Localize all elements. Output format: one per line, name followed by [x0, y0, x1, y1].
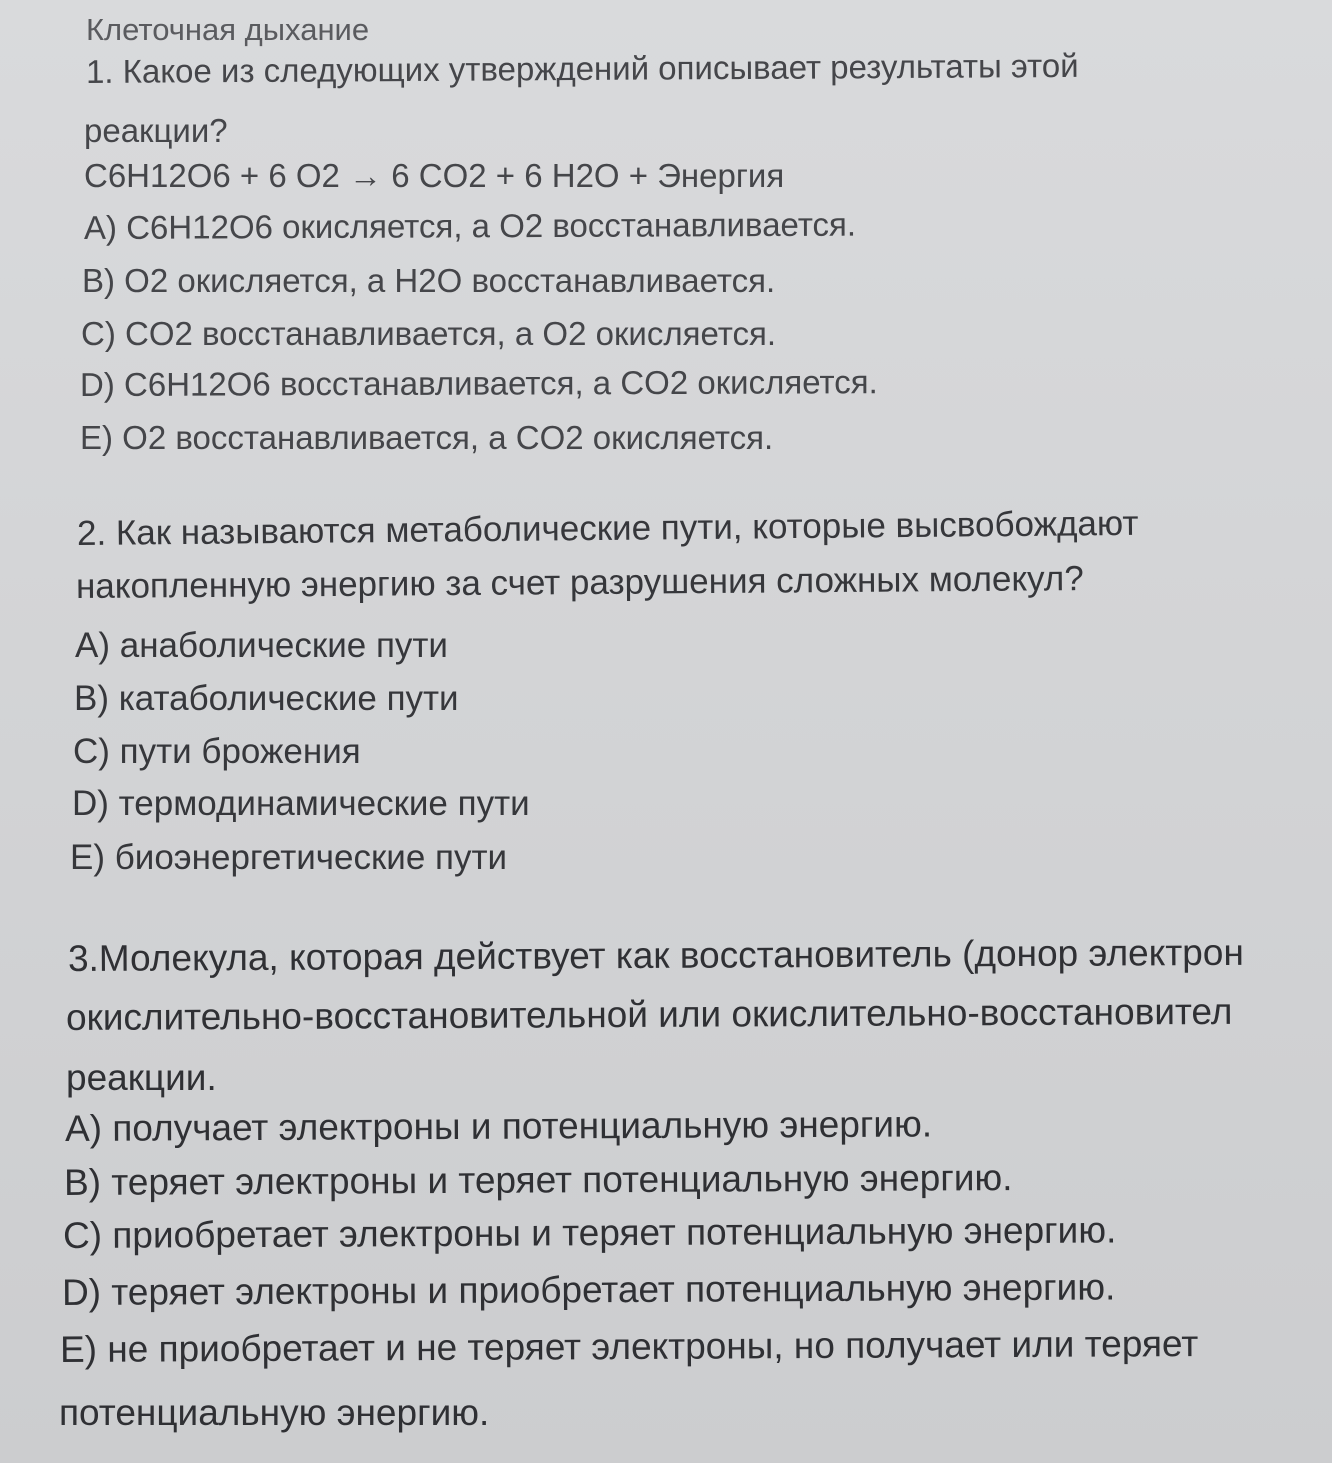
question-2-text-line-1: 2. Как называются метаболические пути, которые высвобождают: [76, 503, 1139, 553]
question-3-option-e-continued: потенциальную энергию.: [59, 1392, 490, 1433]
question-3-option-a: A) получает электроны и потенциальную энергию.: [64, 1103, 933, 1149]
document-title: Клеточная дыхание: [86, 12, 370, 47]
question-2-option-d: D) термодинамические пути: [72, 784, 530, 823]
question-2-text-line-2: накопленную энергию за счет разрушения сложных молекул?: [75, 559, 1084, 606]
question-1-option-c: C) CO2 восстанавливается, а O2 окисляется.: [81, 315, 776, 352]
question-3-text-line-3: реакции.: [66, 1057, 217, 1098]
question-1-option-b: B) O2 окисляется, а H2O восстанавливается.: [82, 262, 776, 299]
question-1-text-line-1: 1. Какое из следующих утверждений описывает результаты этой: [85, 46, 1079, 90]
question-3-option-c: C) приобретает электроны и теряет потенциальную энергию.: [62, 1209, 1117, 1256]
question-2-option-b: B) катаболические пути: [74, 679, 459, 718]
question-3-text-line-1: 3.Молекула, которая действует как восстановитель (донор электрон: [67, 931, 1244, 979]
question-1-option-a: A) C6H12O6 окисляется, а O2 восстанавливается.: [83, 205, 857, 246]
question-1-option-e: E) O2 восстанавливается, а CO2 окисляется.: [80, 419, 774, 456]
question-3-option-b: B) теряет электроны и теряет потенциальную энергию.: [63, 1157, 1013, 1203]
question-3-option-d: D) теряет электроны и приобретает потенциальную энергию.: [61, 1266, 1116, 1313]
question-3-text-line-2: окислительно-восстановительной или окислительно-восстановител: [65, 990, 1233, 1038]
question-2-option-e: E) биоэнергетические пути: [70, 838, 508, 877]
question-1-equation: C6H12O6 + 6 O2 → 6 CO2 + 6 H2O + Энергия: [84, 157, 785, 194]
question-2-option-c: C) пути брожения: [73, 732, 361, 771]
question-3-option-e: E) не приобретает и не теряет электроны, но получает или теряет: [59, 1323, 1199, 1370]
question-1-text-line-2: реакции?: [84, 112, 228, 149]
question-1-option-d: D) C6H12O6 восстанавливается, а CO2 окисляется.: [79, 363, 878, 403]
question-2-option-a: A) анаболические пути: [75, 626, 448, 665]
